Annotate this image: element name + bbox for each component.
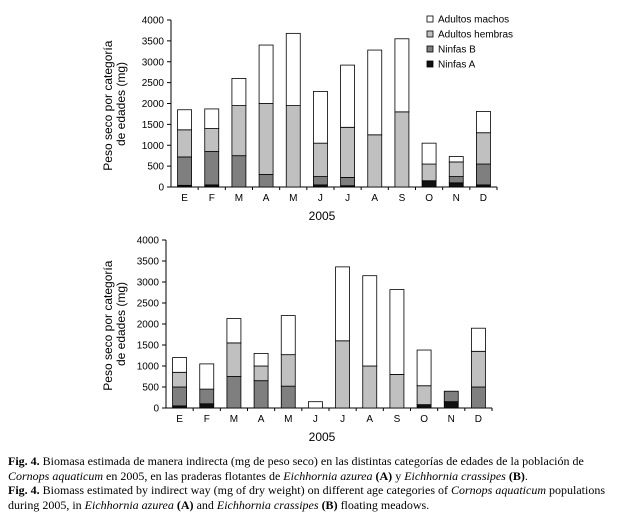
legend-label: Ninfas A (438, 59, 476, 71)
caption-spanish (8, 454, 620, 483)
legend-swatch (427, 31, 433, 37)
bar-segment-ninfas-a (444, 402, 458, 408)
bar-segment-adultos-machos (200, 364, 214, 389)
x-tick-label: M (289, 193, 298, 204)
x-tick-label: E (176, 414, 183, 425)
caption-en-panel: (A) (176, 497, 194, 512)
caption-es-panel: (B) (508, 468, 525, 483)
y-tick-label: 500 (142, 382, 159, 394)
y-tick-label: 2500 (141, 78, 164, 90)
x-tick-label: A (262, 193, 270, 204)
figure-caption (8, 454, 620, 512)
caption-es-plant: Eichhornia crassipes (404, 468, 506, 483)
bar-segment-adultos-hembras (281, 355, 295, 387)
plot-area-b (137, 236, 492, 426)
caption-es-text: . (524, 468, 528, 483)
x-tick-label: S (398, 193, 406, 204)
bar-segment-adultos-machos (232, 78, 246, 105)
x-tick-label: M (284, 414, 293, 425)
x-tick-label: D (474, 414, 483, 425)
x-tick-label: F (208, 193, 215, 204)
caption-en-plant: Eichhornia azurea (84, 497, 174, 512)
bar-segment-adultos-hembras (259, 104, 273, 175)
y-tick-label: 3500 (136, 256, 159, 268)
y-tick-label: 1000 (141, 140, 164, 152)
caption-es-text: Biomasa estimada de manera indirecta (mg de peso seco) en las distintas categorías de edades de la población de (39, 454, 584, 468)
x-tick-label: D (479, 193, 488, 204)
x-tick-label: E (181, 193, 188, 204)
y-tick-label: 3000 (141, 57, 164, 69)
bar-segment-adultos-machos (313, 91, 327, 143)
bar-segment-adultos-hembras (363, 366, 377, 408)
bar-segment-adultos-machos (259, 45, 273, 103)
bar-segment-adultos-hembras (449, 162, 463, 177)
bar-segment-adultos-hembras (336, 341, 350, 408)
y-tick-label: 0 (158, 182, 164, 194)
x-axis-title-b: 2005 (308, 430, 336, 444)
bar-segment-ninfas-b (281, 386, 295, 408)
legend-label: Adultos machos (438, 14, 510, 26)
bar-segment-ninfas-a (417, 405, 431, 408)
bar-segment-adultos-machos (173, 358, 187, 373)
y-tick-label: 3000 (136, 277, 159, 289)
bar-segment-adultos-machos (449, 157, 463, 162)
y-axis-title-a-line-2: de edades (mg) (114, 61, 128, 147)
bar-segment-adultos-machos (471, 328, 485, 351)
y-axis-title-a (101, 37, 128, 170)
x-tick-label: M (229, 414, 239, 425)
y-tick-label: 4000 (136, 235, 159, 247)
caption-es-text: y (392, 468, 405, 483)
caption-es-plant: Eichhornia azurea (283, 468, 373, 483)
caption-en-panel: (B) (321, 497, 338, 512)
bar-segment-adultos-hembras (178, 130, 192, 157)
bar-segment-adultos-machos (308, 402, 322, 408)
caption-en-species: Cornops aquaticum (451, 483, 547, 498)
bar-segment-ninfas-a (200, 404, 214, 408)
biomass-chart-a (0, 0, 624, 226)
y-tick-label: 0 (153, 403, 159, 415)
bar-segment-adultos-hembras (232, 106, 246, 156)
bar-segment-ninfas-b (173, 387, 187, 406)
caption-en-label: Fig. 4. (8, 483, 40, 498)
x-tick-label: S (393, 414, 401, 425)
bar-segment-adultos-machos (341, 65, 355, 127)
y-tick-label: 3500 (141, 36, 164, 48)
x-tick-label: O (425, 193, 433, 204)
bar-segment-adultos-hembras (417, 386, 431, 405)
biomass-chart-b (0, 226, 624, 452)
x-tick-label: F (203, 414, 210, 425)
bar-segment-adultos-machos (205, 109, 219, 129)
bar-segment-ninfas-b (444, 391, 458, 402)
y-tick-label: 1500 (141, 119, 164, 131)
x-tick-label: A (257, 414, 265, 425)
legend-swatch (427, 61, 433, 67)
bar-segment-ninfas-b (200, 389, 214, 404)
y-axis-title-b (101, 257, 128, 390)
bar-segment-ninfas-b (313, 177, 327, 185)
bar-segment-ninfas-b (227, 377, 241, 409)
caption-en-text: Biomass estimated by indirect way (mg of dry weight) on different age categories of (39, 483, 451, 498)
bar-segment-adultos-machos (227, 319, 241, 343)
caption-en-text: populations during 2005, in (8, 483, 606, 512)
x-axis-title-a: 2005 (308, 209, 336, 223)
x-tick-label: N (447, 414, 455, 425)
y-tick-label: 1500 (136, 340, 159, 352)
bar-segment-adultos-machos (286, 33, 300, 105)
bar-segment-adultos-machos (390, 290, 404, 375)
caption-en-text: floating meadows. (337, 497, 430, 512)
bar-segment-adultos-hembras (341, 127, 355, 177)
bar-segment-adultos-machos (178, 110, 192, 130)
bar-segment-adultos-hembras (254, 366, 268, 381)
bar-segment-adultos-machos (476, 111, 490, 132)
y-tick-label: 2000 (136, 319, 159, 331)
bar-segment-ninfas-a (449, 183, 463, 187)
bar-segment-adultos-machos (281, 316, 295, 355)
y-tick-label: 2500 (136, 298, 159, 310)
caption-es-species: Cornops aquaticum (8, 468, 104, 483)
bar-segment-adultos-hembras (390, 374, 404, 408)
x-tick-label: O (420, 414, 428, 425)
y-axis-title-b-line-2: de edades (mg) (114, 281, 128, 367)
bar-segment-ninfas-b (449, 177, 463, 183)
bar-segment-adultos-hembras (422, 164, 436, 181)
caption-en-text: and (193, 497, 217, 512)
bar-segment-ninfas-b (232, 156, 246, 187)
bar-segment-adultos-hembras (476, 133, 490, 164)
legend-a (427, 15, 513, 71)
x-tick-label: A (366, 414, 374, 425)
x-tick-label: J (345, 193, 351, 204)
bar-segment-adultos-hembras (205, 129, 219, 152)
y-axis-title-b-line-1: Peso seco por categoría (101, 260, 115, 391)
bar-segment-adultos-machos (254, 353, 268, 366)
legend-swatch (427, 46, 433, 52)
x-tick-label: J (317, 193, 323, 204)
x-tick-label: A (371, 193, 379, 204)
x-tick-label: J (340, 414, 346, 425)
bar-segment-adultos-machos (395, 39, 409, 112)
bar-segment-adultos-machos (422, 143, 436, 164)
y-tick-label: 2000 (141, 99, 164, 110)
caption-es-text: en 2005, en las praderas flotantes de (103, 468, 284, 483)
legend-label: Adultos hembras (438, 29, 514, 41)
bar-segment-ninfas-b (254, 381, 268, 408)
bar-segment-ninfas-a (422, 181, 436, 187)
bar-segment-ninfas-b (471, 387, 485, 408)
y-tick-label: 1000 (136, 361, 159, 373)
y-tick-label: 4000 (141, 15, 164, 27)
bar-segment-ninfas-b (178, 157, 192, 185)
caption-en-plant: Eichhornia crassipes (216, 497, 319, 512)
bar-segment-adultos-hembras (227, 343, 241, 377)
bar-segment-adultos-hembras (471, 351, 485, 387)
bar-segment-adultos-hembras (173, 372, 187, 387)
bar-segment-adultos-machos (368, 50, 382, 135)
x-tick-label: J (312, 414, 318, 425)
y-tick-label: 500 (147, 161, 164, 173)
bar-segment-ninfas-b (259, 174, 273, 187)
x-tick-label: M (234, 193, 244, 204)
legend-swatch (427, 16, 433, 22)
bar-segment-ninfas-b (341, 177, 355, 185)
y-axis-title-a-line-1: Peso seco por categoría (101, 40, 115, 171)
bar-segment-adultos-hembras (286, 106, 300, 187)
bar-segment-adultos-hembras (368, 135, 382, 187)
bar-segment-ninfas-b (205, 152, 219, 185)
caption-es-label: Fig. 4. (8, 454, 40, 468)
legend-label: Ninfas B (438, 44, 476, 56)
bar-segment-ninfas-b (476, 164, 490, 185)
bar-segment-adultos-hembras (395, 112, 409, 187)
bar-segment-adultos-machos (417, 350, 431, 386)
caption-es-panel: (A) (375, 468, 393, 483)
x-tick-label: N (452, 193, 460, 204)
caption-english (8, 483, 620, 512)
bar-segment-adultos-machos (363, 276, 377, 366)
bar-segment-adultos-hembras (313, 143, 327, 176)
bar-segment-adultos-machos (336, 267, 350, 341)
